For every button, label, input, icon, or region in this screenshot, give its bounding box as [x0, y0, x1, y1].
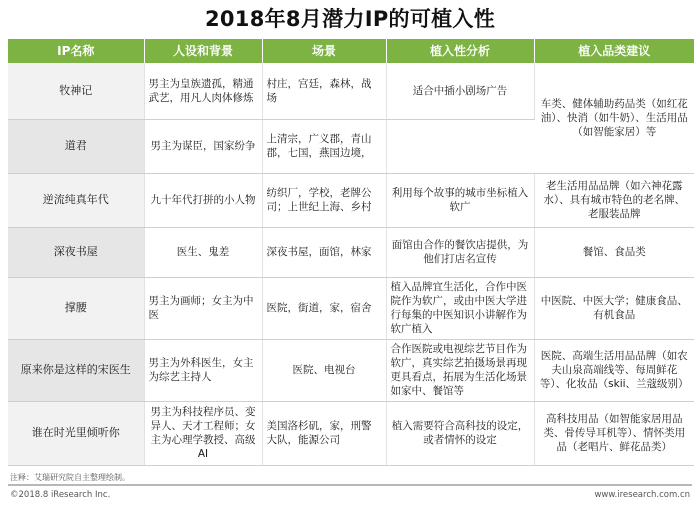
footer-divider [8, 484, 692, 486]
source-note: 注释：艾瑞研究院自主整理绘制。 [10, 473, 130, 482]
analysis-cell: 适合中插小剧场广告 [386, 63, 534, 119]
suggestion-cell: 医院、高端生活用品品牌（如农夫山泉高端线等、每周鲜花等）、化妆品（skii、兰蔻级别） [534, 339, 694, 401]
table-row [8, 173, 694, 227]
background-cell: 男主为科技程序员、变异人、天才工程师；女主为心理学教授、高级AI [144, 401, 262, 465]
table-header-row [8, 39, 694, 63]
table-row [8, 401, 694, 465]
ip-name-cell: 深夜书屋 [8, 227, 144, 277]
ip-name-cell: 逆流纯真年代 [8, 173, 144, 227]
suggestion-cell: 中医院、中医大学；健康食品、有机食品 [534, 277, 694, 339]
page-title: 2018年8月潜力IP的可植入性 [204, 7, 496, 31]
suggestion-cell: 餐馆、食品类 [534, 227, 694, 277]
copyright-text: ©2018.8 iResearch Inc. [10, 490, 111, 500]
scene-cell: 纺织厂，学校，老牌公司；上世纪上海、乡村 [262, 173, 386, 227]
scene-cell: 美国洛杉矶，家，刑警大队，能源公司 [262, 401, 386, 465]
ip-name-cell: 道君 [8, 119, 144, 173]
website-link[interactable]: www.iresearch.com.cn [594, 490, 690, 500]
analysis-cell: 植入品牌宜生活化，合作中医院作为软广，或由中医大学进行每集的中医知识小讲解作为软广植入 [386, 277, 534, 339]
scene-cell: 深夜书屋，面馆，林家 [262, 227, 386, 277]
table-row [8, 277, 694, 339]
ip-name-cell: 撑腰 [8, 277, 144, 339]
ip-table [8, 39, 694, 466]
ip-name-cell: 原来你是这样的宋医生 [8, 339, 144, 401]
scene-cell: 上清宗，广义郡，青山郡，七国，燕国边境， [262, 119, 386, 173]
suggestion-cell: 高科技用品（如智能家居用品类、骨传导耳机等）、情怀类用品（老唱片、鲜花品类） [534, 401, 694, 465]
header-scene: 场景 [262, 39, 386, 63]
background-cell: 男主为谋臣，国家纷争 [144, 119, 262, 173]
background-cell: 医生、鬼差 [144, 227, 262, 277]
suggestion-cell: 老生活用品品牌（如六神花露水）、具有城市特色的老名牌、老服装品牌 [534, 173, 694, 227]
header-background: 人设和背景 [144, 39, 262, 63]
header-suggestion: 植入品类建议 [534, 39, 694, 63]
table-row [8, 339, 694, 401]
analysis-cell: 合作医院或电视综艺节目作为软广，真实综艺拍摄场景再现更具看点，拓展为生活化场景如家中、餐馆等 [386, 339, 534, 401]
header-ip-name: IP名称 [8, 39, 144, 63]
suggestion-cell: 车类、健体辅助药品类（如红花油）、快消（如牛奶）、生活用品（如智能家居）等 [534, 63, 694, 173]
header-analysis: 植入性分析 [386, 39, 534, 63]
scene-cell: 医院，街道，家，宿舍 [262, 277, 386, 339]
ip-name-cell: 牧神记 [8, 63, 144, 119]
scene-cell: 村庄，宫廷，森林，战场 [262, 63, 386, 119]
scene-cell: 医院、电视台 [262, 339, 386, 401]
analysis-cell: 面馆由合作的餐饮店提供，为他们打店名宣传 [386, 227, 534, 277]
background-cell: 男主为皇族遗孤，精通武艺，用凡人肉体修炼 [144, 63, 262, 119]
analysis-cell [386, 119, 534, 173]
analysis-cell: 植入需要符合高科技的设定，或者情怀的设定 [386, 401, 534, 465]
background-cell: 男主为画师；女主为中医 [144, 277, 262, 339]
table-row [8, 227, 694, 277]
background-cell: 九十年代打拼的小人物 [144, 173, 262, 227]
table-row [8, 63, 694, 119]
ip-name-cell: 谁在时光里倾听你 [8, 401, 144, 465]
background-cell: 男主为外科医生，女主为综艺主持人 [144, 339, 262, 401]
analysis-cell: 利用每个故事的城市坐标植入软广 [386, 173, 534, 227]
